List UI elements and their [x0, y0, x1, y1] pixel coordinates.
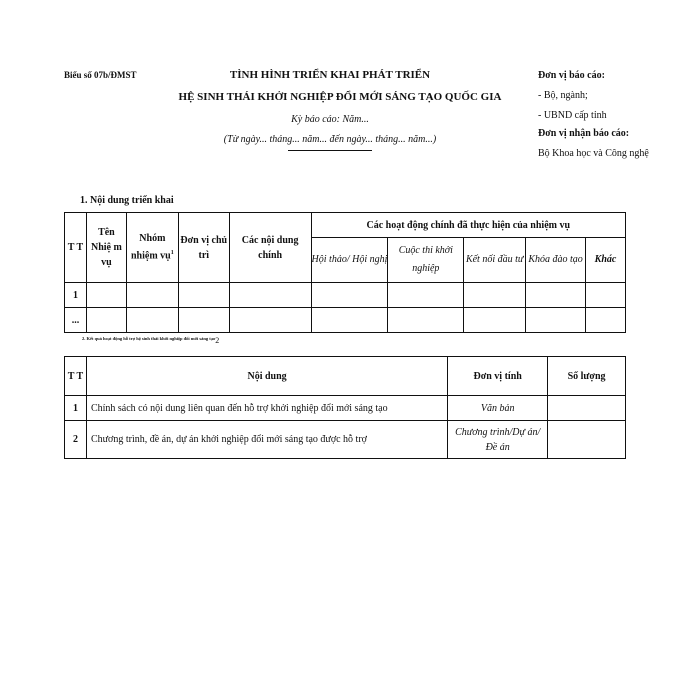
row-unit: Chương trình/Dự án/ Đề án: [448, 421, 548, 459]
header-task-group: Nhóm nhiệm vụ$^1$: [126, 213, 178, 283]
table-cell[interactable]: [229, 308, 311, 333]
form-code: Biểu số 07b/ĐMST: [64, 70, 137, 80]
table-cell[interactable]: [526, 283, 586, 308]
row-tt: ...: [65, 308, 87, 333]
table-cell[interactable]: [464, 283, 526, 308]
header-training: Khóa đào tạo: [526, 238, 586, 283]
header-investment: Kết nối đầu tư: [464, 238, 526, 283]
header-content: Nội dung: [86, 357, 447, 396]
header-activities-group: Các hoạt động chính đã thực hiện của nhiệm vụ: [311, 213, 625, 238]
table-row: [65, 396, 626, 421]
header-competition: Cuộc thi khởi nghiệp: [388, 238, 464, 283]
report-period: Kỳ báo cáo: Năm...: [291, 114, 369, 125]
section-2-title: 2. Kết quả hoạt động hỗ trợ hệ sinh thái khởi nghiệp đổi mới sáng tạo$^2$: [82, 336, 220, 345]
section-1-title: 1. Nội dung triển khai: [80, 195, 174, 206]
table-cell[interactable]: [126, 308, 178, 333]
row-quantity[interactable]: [548, 421, 626, 459]
header-tt: T T: [65, 213, 87, 283]
table-cell[interactable]: [86, 283, 126, 308]
table-cell[interactable]: [311, 283, 388, 308]
row-tt: 1: [65, 283, 87, 308]
table-cell[interactable]: [229, 283, 311, 308]
header-lead-unit: Đơn vị chủ trì: [178, 213, 229, 283]
results-table: [64, 356, 626, 459]
header-workshop: Hội thảo/ Hội nghị: [311, 238, 388, 283]
row-quantity[interactable]: [548, 396, 626, 421]
table-cell[interactable]: [585, 283, 625, 308]
receiving-unit-label: Đơn vị nhận báo cáo:: [538, 128, 630, 139]
row-tt: 2: [65, 421, 87, 459]
table-cell[interactable]: [178, 283, 229, 308]
row-content: Chương trình, đề án, dự án khởi nghiệp đổi mới sáng tạo được hỗ trợ: [86, 421, 447, 459]
table-cell[interactable]: [86, 308, 126, 333]
table-cell[interactable]: [388, 308, 464, 333]
table-row: [65, 283, 626, 308]
header-other: Khác: [585, 238, 625, 283]
row-tt: 1: [65, 396, 87, 421]
table-cell[interactable]: [526, 308, 586, 333]
date-underline: [288, 150, 372, 151]
row-unit: Văn bản: [448, 396, 548, 421]
reporting-unit-2: - UBND cấp tỉnh: [538, 110, 607, 121]
table-cell[interactable]: [388, 283, 464, 308]
header-quantity: Số lượng: [548, 357, 626, 396]
table-cell[interactable]: [311, 308, 388, 333]
header-unit: Đơn vị tính: [448, 357, 548, 396]
date-range: (Từ ngày... tháng... năm... đến ngày... tháng... năm...): [223, 134, 437, 145]
title-line-1: TÌNH HÌNH TRIỂN KHAI PHÁT TRIỂN: [229, 69, 431, 81]
reporting-unit-label: Đơn vị báo cáo:: [538, 70, 605, 81]
implementation-table: [64, 212, 626, 333]
title-line-2: HỆ SINH THÁI KHỞI NGHIỆP ĐỔI MỚI SÁNG TẠO QUỐC GIA: [178, 91, 502, 103]
table-cell[interactable]: [126, 283, 178, 308]
header-main-content: Các nội dung chính: [229, 213, 311, 283]
table-row: [65, 308, 626, 333]
receiving-unit: Bộ Khoa học và Công nghệ: [538, 148, 649, 159]
table-row: [65, 421, 626, 459]
header-tt: T T: [65, 357, 87, 396]
table-cell[interactable]: [178, 308, 229, 333]
reporting-unit-1: - Bộ, ngành;: [538, 90, 588, 101]
table-cell[interactable]: [464, 308, 526, 333]
row-content: Chính sách có nội dung liên quan đến hỗ trợ khởi nghiệp đổi mới sáng tạo: [86, 396, 447, 421]
header-task-name: Tên Nhiệ m vụ: [86, 213, 126, 283]
table-cell[interactable]: [585, 308, 625, 333]
